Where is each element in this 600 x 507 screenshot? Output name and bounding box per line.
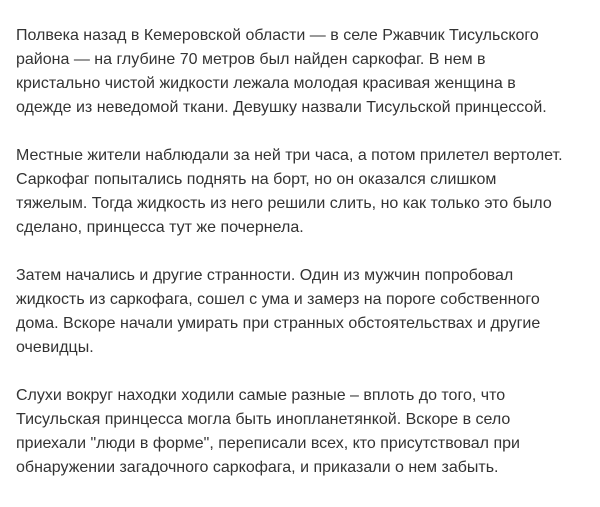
article-paragraph-2: Местные жители наблюдали за ней три часа, а потом прилетел вертолет. Саркофаг попытались поднять на борт, но он оказался слишком тяжелым. Тогда жидкость из него решили слить, но как только это было сделано, принцесса тут же почернела. bbox=[16, 147, 563, 236]
article-body bbox=[16, 24, 588, 480]
article-paragraph-1: Полвека назад в Кемеровской области — в селе Ржавчик Тисульского района — на глубине 70 метров был найден саркофаг. В нем в кристально чистой жидкости лежала молодая красивая женщина в одежде из неведомой ткани. Девушку назвали Тисульской принцессой. bbox=[16, 27, 547, 116]
article-paragraph-3: Затем начались и другие странности. Один из мужчин попробовал жидкость из саркофага, сошел с ума и замерз на пороге собственного дома. Вскоре начали умирать при странных обстоятельствах и другие очевидцы. bbox=[16, 267, 541, 356]
article-paragraph-4: Слухи вокруг находки ходили самые разные – вплоть до того, что Тисульская принцесса могла быть инопланетянкой. Вскоре в село приехали "люди в форме", переписали всех, кто присутствовал при обнаружении загадочного саркофага, и приказали о нем забыть. bbox=[16, 387, 520, 476]
